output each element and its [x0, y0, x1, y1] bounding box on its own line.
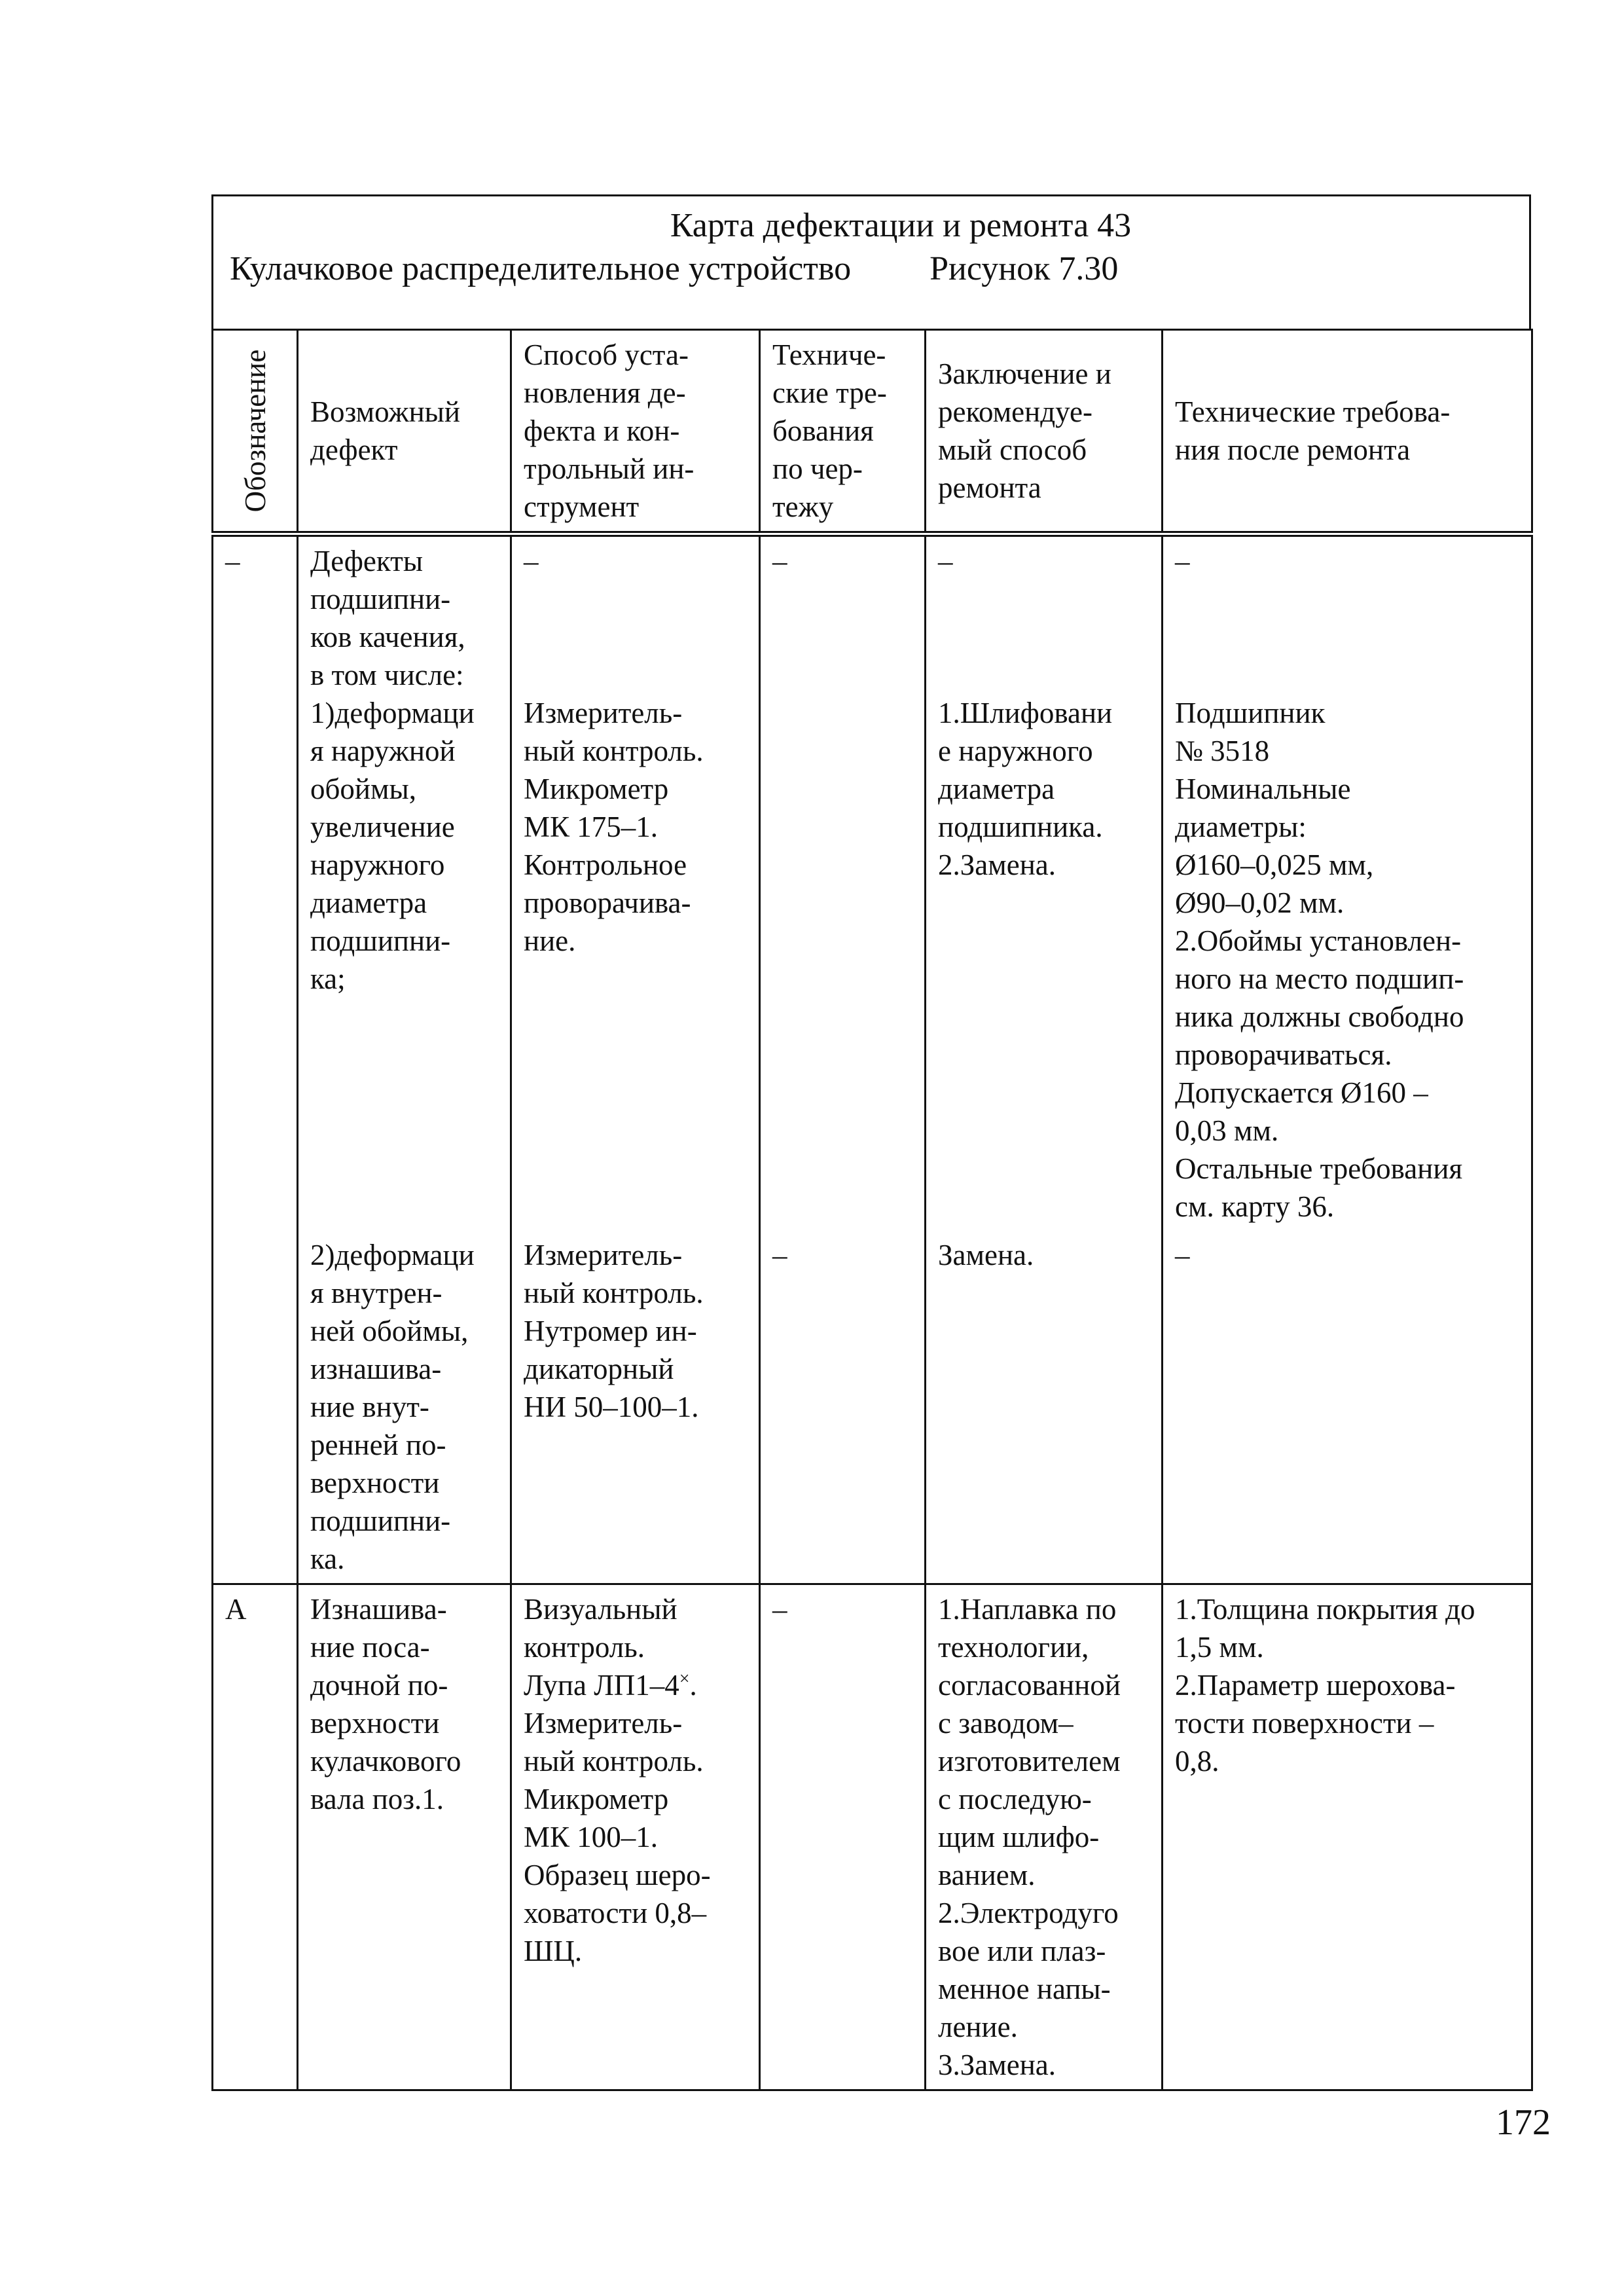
- defect-table: [211, 329, 1533, 2091]
- cell-defect: Дефекты подшипни- ков качения, в том числе: 1)деформаци я наружной обоймы, увеличение наружного диаметра подшипни- ка;: [298, 534, 511, 1231]
- cell-conclusion: Замена.: [926, 1231, 1163, 1584]
- card-title-box: [211, 194, 1531, 329]
- method-text-part: . Измеритель- ный контроль. Микрометр МК 100–1. Образец шеро- ховатости 0,8– ШЦ.: [524, 1669, 711, 1967]
- cell-drawing-requirements: –: [760, 1231, 926, 1584]
- cell-drawing-requirements: –: [760, 1584, 926, 2090]
- header-conclusion: Заключение и рекомендуе- мый способ ремонта: [926, 330, 1163, 534]
- cell-after-repair: 1.Толщина покрытия до 1,5 мм. 2.Параметр шерохова- тости поверхности – 0,8.: [1163, 1584, 1532, 2090]
- assembly-name: Кулачковое распределительное устройство: [230, 250, 852, 287]
- cell-method: Измеритель- ный контроль. Нутромер ин- дикаторный НИ 50–100–1.: [511, 1231, 760, 1584]
- cell-designation: –: [213, 534, 298, 1231]
- magnification-superscript: ×: [679, 1669, 690, 1689]
- header-drawing-requirements: Техниче- ские тре- бования по чер- тежу: [760, 330, 926, 534]
- page-number: 172: [1496, 2102, 1551, 2143]
- header-designation: [213, 330, 298, 534]
- figure-reference: Рисунок 7.30: [929, 250, 1119, 287]
- defect-card: [211, 194, 1531, 2091]
- cell-method: [511, 1584, 760, 2090]
- cell-conclusion: – 1.Шлифовани е наружного диаметра подшипника. 2.Замена.: [926, 534, 1163, 1231]
- cell-defect: 2)деформаци я внутрен- ней обоймы, изнашива- ние внут- ренней по- верхности подшипни- ка.: [298, 1231, 511, 1584]
- cell-after-repair: – Подшипник № 3518 Номинальные диаметры: Ø160–0,025 мм, Ø90–0,02 мм. 2.Обоймы установлен- ного на место подшип- ника должны свободно проворачиваться. Допускается Ø160 – 0,03 мм. Остальные требования см. карту 36.: [1163, 534, 1532, 1231]
- table-header-row: [213, 330, 1532, 534]
- table-row: [213, 534, 1532, 1231]
- cell-after-repair: –: [1163, 1231, 1532, 1584]
- header-designation-label: Обозначение: [238, 349, 272, 513]
- cell-defect: Изнашива- ние поса- дочной по- верхности кулачкового вала поз.1.: [298, 1584, 511, 2090]
- table-row: [213, 1584, 1532, 2090]
- header-method: Способ уста- новления де- фекта и кон- трольный ин- струмент: [511, 330, 760, 534]
- method-text-part: Визуальный контроль. Лупа ЛП1–4: [524, 1593, 679, 1702]
- cell-designation: [213, 1231, 298, 1584]
- cell-method: – Измеритель- ный контроль. Микрометр МК 175–1. Контрольное проворачива- ние.: [511, 534, 760, 1231]
- cell-conclusion: 1.Наплавка по технологии, согласованной с заводом– изготовителем с последую- щим шлифо- ванием. 2.Электродуго вое или плаз- менное напы- ление. 3.Замена.: [926, 1584, 1163, 2090]
- cell-drawing-requirements: –: [760, 534, 926, 1231]
- card-title: Карта дефектации и ремонта 43: [670, 207, 1132, 244]
- cell-designation: А: [213, 1584, 298, 2090]
- header-after-repair: Технические требова- ния после ремонта: [1163, 330, 1532, 534]
- header-defect: Возможный дефект: [298, 330, 511, 534]
- table-row: [213, 1231, 1532, 1584]
- card-subtitle: [213, 247, 1529, 291]
